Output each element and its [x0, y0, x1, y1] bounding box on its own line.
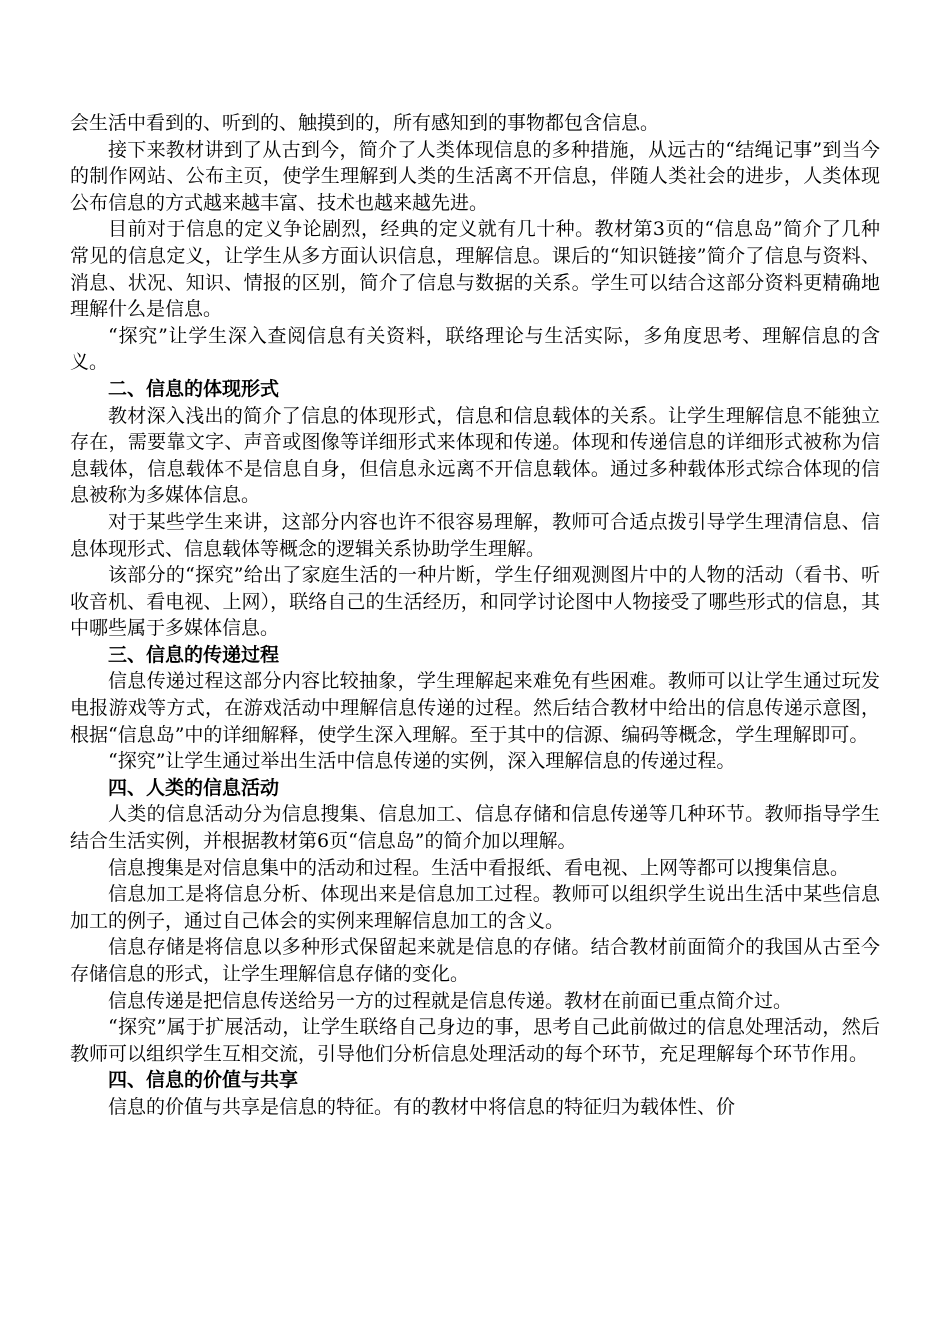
paragraph: 该部分的“探究”给出了家庭生活的一种片断，学生仔细观测图片中的人物的活动（看书、听收音机、看电视、上网），联络自己的生活经历，和同学讨论图中人物接受了哪些形式的信息，其中哪些属于多媒体信息。 [70, 564, 880, 640]
paragraph: 目前对于信息的定义争论剧烈，经典的定义就有几十种。教材第3页的“信息岛”简介了几种常见的信息定义，让学生从多方面认识信息，理解信息。课后的“知识链接”简介了信息与资料、消息、状况、知识、情报的区别，简介了信息与数据的关系。学生可以结合这部分资料更精确地理解什么是信息。 [70, 218, 880, 321]
document-body [70, 110, 880, 1121]
paragraph: 信息传递是把信息传送给另一方的过程就是信息传递。教材在前面已重点简介过。 [108, 989, 793, 1012]
section-heading: 三、信息的传递过程 [108, 643, 280, 666]
paragraph: 信息的价值与共享是信息的特征。有的教材中将信息的特征归为载体性、价 [108, 1095, 736, 1118]
paragraph: 信息加工是将信息分析、体现出来是信息加工过程。教师可以组织学生说出生活中某些信息加工的例子，通过自己体会的实例来理解信息加工的含义。 [70, 883, 880, 932]
paragraph: 会生活中看到的、听到的、触摸到的，所有感知到的事物都包含信息。 [70, 112, 660, 134]
paragraph: “探究”让学生通过举出生活中信息传递的实例，深入理解信息的传递过程。 [108, 750, 736, 773]
paragraph: 教材深入浅出的简介了信息的体现形式，信息和信息载体的关系。让学生理解信息不能独立存在，需要靠文字、声音或图像等详细形式来体现和传递。体现和传递信息的详细形式被称为信息载体，信息载体不是信息自身，但信息永远离不开信息载体。通过多种载体形式综合体现的信息被称为多媒体信息。 [70, 404, 880, 507]
section-heading: 四、信息的价值与共享 [108, 1069, 299, 1092]
paragraph: 接下来教材讲到了从古到今，简介了人类体现信息的多种措施，从远古的“结绳记事”到当今的制作网站、公布主页，使学生理解到人类的生活离不开信息，伴随人类社会的进步，人类体现公布信息的方式越来越丰富、技术也越来越先进。 [70, 138, 880, 214]
paragraph: “探究”让学生深入查阅信息有关资料，联络理论与生活实际，多角度思考、理解信息的含义。 [70, 324, 880, 374]
section-heading: 二、信息的体现形式 [108, 377, 280, 400]
paragraph: 人类的信息活动分为信息搜集、信息加工、信息存储和信息传递等几种环节。教师指导学生结合生活实例，并根据教材第6页“信息岛”的简介加以理解。 [70, 803, 880, 853]
paragraph: “探究”属于扩展活动，让学生联络自己身边的事，思考自己此前做过的信息处理活动，然后教师可以组织学生互相交流，引导他们分析信息处理活动的每个环节，充足理解每个环节作用。 [70, 1016, 880, 1065]
paragraph: 信息搜集是对信息集中的活动和过程。生活中看报纸、看电视、上网等都可以搜集信息。 [108, 856, 850, 879]
paragraph: 对于某些学生来讲，这部分内容也许不很容易理解，教师可合适点拨引导学生理清信息、信息体现形式、信息载体等概念的逻辑关系协助学生理解。 [70, 510, 880, 560]
section-heading: 四、人类的信息活动 [108, 776, 280, 799]
paragraph: 信息存储是将信息以多种形式保留起来就是信息的存储。结合教材前面简介的我国从古至今存储信息的形式，让学生理解信息存储的变化。 [70, 936, 880, 985]
paragraph: 信息传递过程这部分内容比较抽象，学生理解起来难免有些困难。教师可以让学生通过玩发电报游戏等方式，在游戏活动中理解信息传递的过程。然后结合教材中给出的信息传递示意图，根据“信息岛”中的详细解释，使学生深入理解。至于其中的信源、编码等概念，学生理解即可。 [70, 670, 880, 746]
